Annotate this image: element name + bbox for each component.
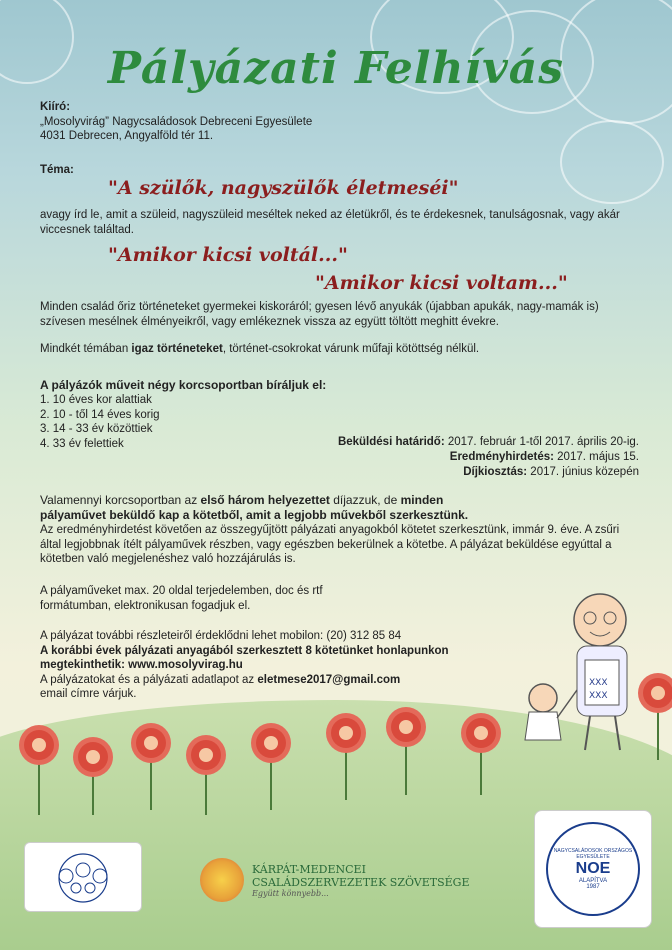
topic-paragraph-2-start: Mindkét témában <box>40 343 132 355</box>
deadline-submit-label: Beküldési határidő: <box>337 436 445 448</box>
awards-section <box>40 493 630 567</box>
awards-line-1 <box>40 493 630 508</box>
deadline-award <box>463 466 639 478</box>
noe-founded-year: 1987 <box>586 884 600 890</box>
karpat-line-1: KÁRPÁT-MEDENCEI <box>252 862 366 876</box>
flower-icon <box>136 728 166 758</box>
deadline-result-value: 2017. május 15. <box>553 451 639 463</box>
noe-ring-text: NAGYCSALÁDOSOK ORSZÁGOS EGYESÜLETE <box>553 848 633 860</box>
email-link[interactable]: eletmese2017@gmail.com <box>257 673 401 686</box>
awards-line-1-a: Valamennyi korcsoportban az <box>40 493 201 507</box>
flower-stem <box>345 740 347 800</box>
deadline-submit-value: 2017. február 1-től 2017. április 20-ig. <box>444 436 639 448</box>
issuer-org: „Mosolyvirág” Nagycsaládosok Debreceni Egyesülete <box>40 115 313 128</box>
contact-line-1: A pályázat további részleteiről érdeklődni lehet mobilon: (20) 312 85 84 <box>40 630 402 642</box>
deadline-award-value: 2017. június közepén <box>527 466 639 478</box>
issuer-address: 4031 Debrecen, Angyalföld tér 11. <box>40 130 214 142</box>
svg-text:XXX: XXX <box>589 691 608 701</box>
awards-paragraph: Az eredményhirdetést követően az összegyűjtött pályázati anyagokból kötetet szerkesztünk, immár 9. éve. A zsűri által legjobbnak ítélt pályaművek részben, vagy egészben bekerülnek a kötetbe. A pályázat beküldése egyúttal a kötetben való megjelenéshez való hozzájárulás is. <box>40 524 620 565</box>
noe-seal <box>546 822 640 916</box>
topic-quote-1: "A szülők, nagyszülők életmeséi" <box>108 177 459 199</box>
grandma-child-illustration <box>515 590 665 760</box>
topic-paragraph-2 <box>40 343 630 355</box>
categories-header: A pályázók műveit négy korcsoportban bíráljuk el: <box>40 378 327 392</box>
categories-list <box>40 393 160 451</box>
awards-line-1-b: első három helyezettet <box>200 493 330 507</box>
karpat-medencei-logo <box>200 855 470 905</box>
karpat-medencei-text <box>252 863 470 898</box>
deadline-submit <box>338 436 639 448</box>
topic-description: avagy írd le, amit a szüleid, nagyszüleid meséltek neked az életükről, és te érdekesnek, tanulságosnak, vagy akár viccesnek találtad. <box>40 209 620 236</box>
noe-logo <box>534 810 652 928</box>
contact-line-2: A korábbi évek pályázati anyagából szerkesztett 8 kötetünket honlapunkon megtekinthetik: www.mosolyvirag.hu <box>40 644 449 671</box>
flower-stem <box>38 755 40 815</box>
karpat-line-2: CSALÁDSZERVEZETEK SZÖVETSÉGE <box>252 875 470 889</box>
topic-paragraph-2-end: , történet-csokrokat várunk műfaji kötöttség nélkül. <box>222 343 480 355</box>
flower-stem <box>480 740 482 795</box>
flower-stem <box>150 750 152 810</box>
flower-stem <box>405 735 407 795</box>
noe-founded-label: ALAPÍTVA <box>578 878 608 884</box>
topic-quote-2: "Amikor kicsi voltál..." <box>108 244 348 266</box>
topic-paragraph-2-bold: igaz történeteket <box>131 343 223 355</box>
flower-icon <box>191 740 221 770</box>
flower-icon <box>391 712 421 742</box>
flower-stem <box>270 750 272 810</box>
contact-line-3 <box>40 673 480 688</box>
svg-text:XXX: XXX <box>589 678 608 688</box>
topic-label: Téma: <box>40 164 74 176</box>
topic-paragraph-1: Minden család őriz történeteket gyermekei kiskoráról; gyesen lévő anyukák (újabban apukák, nagy-mamák is) szívesen mesélnek élményeikről, vagy emlékeznek vissza az együtt töltött meghitt évekre. <box>40 301 599 328</box>
sun-icon <box>200 858 244 902</box>
awards-line-1-d: minden <box>400 493 444 507</box>
awards-line-2: pályaművet beküldő kap a kötetből, amit a legjobb művekből szerkesztünk. <box>40 508 469 522</box>
deadline-award-label: Díjkiosztás: <box>463 466 528 478</box>
contact-section <box>40 629 480 702</box>
mosolyvirag-logo <box>24 842 142 912</box>
flower-icon <box>78 742 108 772</box>
deadline-result <box>450 451 639 463</box>
flower-icon <box>24 730 54 760</box>
page-title: Pályázati Felhívás <box>107 43 565 95</box>
mosolyvirag-logo-drawing <box>28 846 138 908</box>
flower-icon <box>466 718 496 748</box>
noe-abbr: NOE <box>575 860 611 877</box>
category-item: 2. 10 - től 14 éves korig <box>40 408 160 421</box>
deadline-result-label: Eredményhirdetés: <box>449 451 554 463</box>
flower-icon <box>331 718 361 748</box>
karpat-tagline: Együtt könnyebb... <box>252 888 329 898</box>
category-item: 4. 33 év felettiek <box>40 437 124 450</box>
category-item: 1. 10 éves kor alattiak <box>40 394 152 406</box>
awards-line-1-c: díjazzuk, de <box>329 493 401 507</box>
issuer-label: Kiíró: <box>40 101 71 113</box>
flower-icon <box>256 728 286 758</box>
flower-stem <box>92 765 94 815</box>
category-item: 3. 14 - 33 év közöttiek <box>40 423 153 435</box>
contact-line-3-a: A pályázatokat és a pályázati adatlapot az <box>40 673 258 686</box>
format-note: A pályaműveket max. 20 oldal terjedelemben, doc és rtf formátumban, elektronikusan fogadjuk el. <box>40 585 323 612</box>
contact-line-4: email címre várjuk. <box>40 688 137 700</box>
topic-quote-3: "Amikor kicsi voltam..." <box>315 272 568 294</box>
